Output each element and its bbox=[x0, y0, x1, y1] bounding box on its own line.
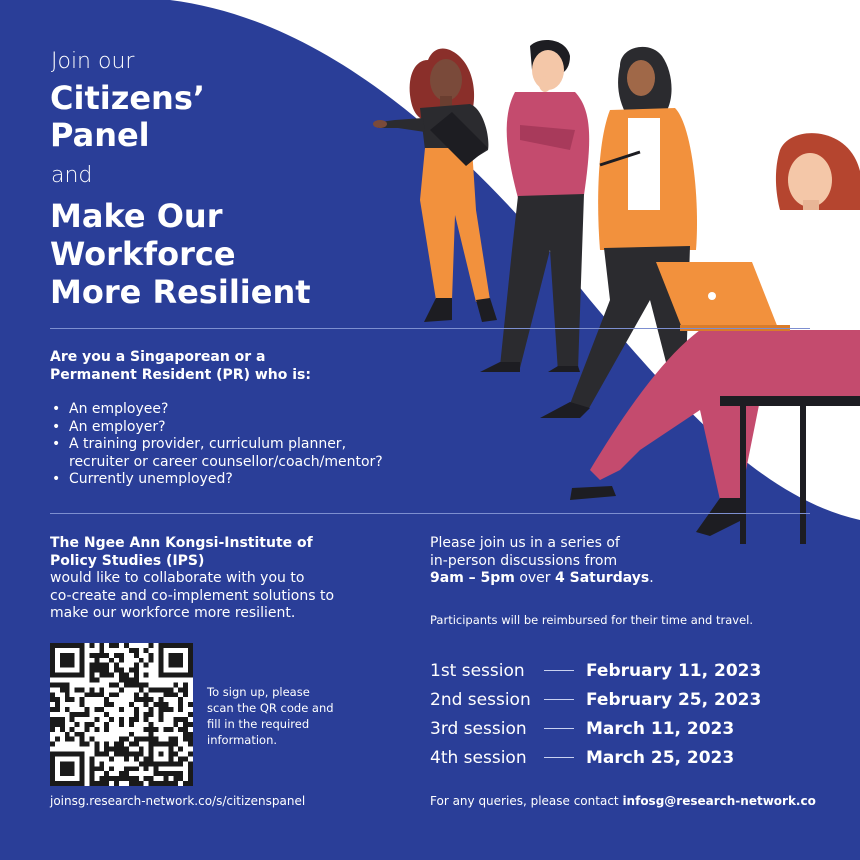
invite-period: . bbox=[649, 570, 654, 586]
session-label: 3rd session bbox=[430, 718, 527, 739]
session-row bbox=[430, 714, 810, 743]
invite-over: over bbox=[514, 570, 555, 586]
session-date: March 11, 2023 bbox=[586, 718, 735, 739]
qr-code[interactable] bbox=[50, 643, 193, 786]
invite-line1: Please join us in a series of bbox=[430, 535, 620, 551]
headline-and: and bbox=[51, 163, 93, 188]
invite-time: 9am – 5pm bbox=[430, 570, 515, 586]
organizer-desc-line1: would like to collaborate with you to bbox=[50, 570, 305, 586]
eligibility-item bbox=[52, 436, 383, 471]
headline-goal-line2: Workforce bbox=[50, 235, 236, 273]
eligibility-question-line2: Permanent Resident (PR) who is: bbox=[50, 367, 311, 383]
invite-line2: in-person discussions from bbox=[430, 552, 618, 569]
divider-top bbox=[50, 328, 810, 329]
contact-line bbox=[430, 794, 816, 808]
eligibility-item: • Currently unemployed? bbox=[52, 471, 383, 489]
session-label: 1st session bbox=[430, 660, 525, 681]
sessions-list bbox=[430, 656, 810, 772]
session-label: 2nd session bbox=[430, 689, 531, 710]
eligibility-item: • An employer? bbox=[52, 419, 383, 437]
session-dash bbox=[544, 699, 574, 700]
organizer-desc-line3: make our workforce more resilient. bbox=[50, 605, 296, 621]
signup-line3: fill in the required bbox=[207, 717, 310, 731]
reimbursement-note: Participants will be reimbursed for their time and travel. bbox=[430, 613, 754, 627]
organizer-name-line2: Policy Studies (IPS) bbox=[50, 552, 205, 569]
session-date: March 25, 2023 bbox=[586, 747, 735, 768]
contact-email-link[interactable]: infosg@research-network.co bbox=[622, 794, 816, 808]
session-date: February 25, 2023 bbox=[586, 689, 762, 710]
invite-line3 bbox=[430, 570, 810, 588]
eligibility-question bbox=[50, 348, 370, 384]
eligibility-item: • An employee? bbox=[52, 401, 383, 419]
session-dash bbox=[544, 757, 574, 758]
session-label: 4th session bbox=[430, 747, 527, 768]
session-row bbox=[430, 685, 810, 714]
signup-url-link[interactable]: joinsg.research-network.co/s/citizenspanel bbox=[50, 794, 306, 808]
headline-goal-line1: Make Our bbox=[50, 197, 223, 235]
organizer-block bbox=[50, 535, 390, 623]
session-row bbox=[430, 743, 810, 772]
headline-panel-line2: Panel bbox=[50, 116, 150, 154]
eligibility-list bbox=[52, 401, 383, 489]
eligibility-item-line1: A training provider, curriculum planner, bbox=[69, 436, 347, 452]
invite-days: 4 Saturdays bbox=[555, 570, 650, 586]
headline-panel-line1: Citizens’ bbox=[50, 79, 206, 117]
headline-goal-line3: More Resilient bbox=[50, 273, 311, 311]
session-row bbox=[430, 656, 810, 685]
eligibility-item-line2: recruiter or career counsellor/coach/mentor? bbox=[69, 453, 383, 470]
divider-bottom bbox=[50, 513, 810, 514]
organizer-name-line1: The Ngee Ann Kongsi-Institute of bbox=[50, 535, 313, 551]
woman-with-clipboard-figure bbox=[373, 48, 497, 322]
signup-instructions bbox=[207, 684, 347, 748]
thinking-man-figure bbox=[480, 40, 589, 372]
session-date: February 11, 2023 bbox=[586, 660, 762, 681]
session-dash bbox=[544, 670, 574, 671]
signup-line1: To sign up, please bbox=[207, 685, 310, 699]
signup-line2: scan the QR code and bbox=[207, 701, 334, 715]
eligibility-question-line1: Are you a Singaporean or a bbox=[50, 349, 266, 365]
contact-prefix: For any queries, please contact bbox=[430, 794, 623, 808]
signup-line4: information. bbox=[207, 733, 278, 747]
invite-block bbox=[430, 535, 810, 588]
headline-join-our: Join our bbox=[51, 49, 135, 74]
session-dash bbox=[544, 728, 574, 729]
organizer-desc-line2: co-create and co-implement solutions to bbox=[50, 587, 335, 604]
